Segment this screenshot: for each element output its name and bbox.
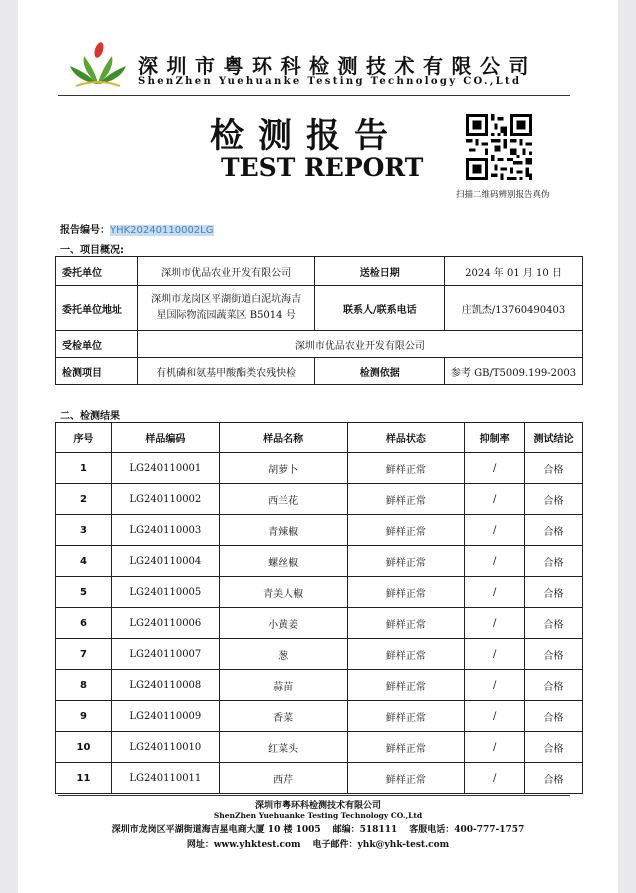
inhibition-rate: / [465, 608, 525, 639]
sample-name: 蒜苗 [219, 670, 347, 701]
address-line-2: 星国际物流园蔬菜区 B5014 号 [156, 310, 296, 321]
sample-state: 鲜样正常 [347, 608, 465, 639]
inhibition-rate: / [465, 546, 525, 577]
table-row [56, 577, 583, 608]
sample-name: 红菜头 [219, 732, 347, 763]
address-value [137, 286, 315, 331]
row-no: 7 [56, 639, 112, 670]
sample-name: 螺丝椒 [219, 546, 347, 577]
table-row [56, 670, 583, 701]
footer-email[interactable]: 电子邮件：yhk@yhk-test.com [312, 840, 450, 850]
sample-code: LG240110002 [111, 484, 219, 515]
sample-state: 鲜样正常 [347, 577, 465, 608]
company-name-en: ShenZhen Yuehuanke Testing Technology CO.,Ltd [138, 76, 522, 87]
footer-phone: 客服电话：400-777-1757 [409, 825, 525, 835]
row-no: 5 [56, 577, 112, 608]
sample-name: 青辣椒 [219, 515, 347, 546]
inhibition-rate: / [465, 763, 525, 794]
qr-code-icon [466, 114, 532, 180]
sample-name: 葱 [219, 639, 347, 670]
col-header-result: 测试结论 [525, 423, 583, 453]
test-result: 合格 [525, 701, 583, 732]
sample-code: LG240110009 [111, 701, 219, 732]
col-header-state: 样品状态 [347, 423, 465, 453]
results-header-row [56, 423, 583, 453]
qr-caption: 扫描二维码辨别报告真伪 [456, 190, 550, 200]
sample-state: 鲜样正常 [347, 701, 465, 732]
row-no: 9 [56, 701, 112, 732]
title-cn: 检测报告 [210, 116, 402, 156]
inhibition-rate: / [465, 484, 525, 515]
sample-state: 鲜样正常 [347, 515, 465, 546]
row-no: 3 [56, 515, 112, 546]
inhibition-rate: / [465, 639, 525, 670]
col-header-code: 样品编码 [111, 423, 219, 453]
sample-code: LG240110008 [111, 670, 219, 701]
footer-company-en: ShenZhen Yuehuanke Testing Technology CO.,Ltd [213, 811, 423, 820]
contact-label: 联系人/联系电话 [315, 286, 445, 331]
row-no: 4 [56, 546, 112, 577]
report-number [60, 221, 214, 236]
report-number-label: 报告编号： [60, 225, 110, 236]
col-header-rate: 抑制率 [465, 423, 525, 453]
sample-state: 鲜样正常 [347, 546, 465, 577]
table-row [56, 453, 583, 484]
test-result: 合格 [525, 515, 583, 546]
test-result: 合格 [525, 763, 583, 794]
table-row [56, 639, 583, 670]
row-no: 10 [56, 732, 112, 763]
test-result: 合格 [525, 577, 583, 608]
table-row [56, 608, 583, 639]
inspected-unit-value: 深圳市优品农业开发有限公司 [137, 331, 582, 358]
sample-state: 鲜样正常 [347, 453, 465, 484]
table-row [56, 763, 583, 794]
test-result: 合格 [525, 670, 583, 701]
sample-state: 鲜样正常 [347, 732, 465, 763]
client-value: 深圳市优品农业开发有限公司 [137, 257, 315, 286]
date-label: 送检日期 [315, 257, 445, 286]
address-line-1: 深圳市龙岗区平湖街道白泥坑海吉 [151, 294, 302, 305]
inspected-unit-label: 受检单位 [56, 331, 138, 358]
row-no: 2 [56, 484, 112, 515]
date-value: 2024 年 01 月 10 日 [445, 257, 583, 286]
test-item-value: 有机磷和氨基甲酸酯类农残快检 [137, 358, 315, 385]
table-row [56, 732, 583, 763]
col-header-no: 序号 [56, 423, 112, 453]
sample-name: 西兰花 [219, 484, 347, 515]
report-number-value: YHK20240110002LG [110, 225, 214, 236]
report-page [18, 0, 618, 893]
inhibition-rate: / [465, 453, 525, 484]
sample-name: 西芹 [219, 763, 347, 794]
inhibition-rate: / [465, 515, 525, 546]
contact-value: 庄凯杰/13760490403 [445, 286, 583, 331]
sample-code: LG240110010 [111, 732, 219, 763]
footer-divider [58, 795, 570, 796]
test-result: 合格 [525, 453, 583, 484]
sample-name: 香菜 [219, 701, 347, 732]
test-basis-label: 检测依据 [315, 358, 445, 385]
sample-state: 鲜样正常 [347, 670, 465, 701]
title-en: TEST REPORT [221, 153, 424, 182]
table-row [56, 515, 583, 546]
footer-website[interactable]: 网址：www.yhktest.com [186, 840, 301, 850]
footer-address: 深圳市龙岗区平湖街道海吉星电商大厦 10 楼 1005 [111, 825, 321, 835]
section1-title: 一、项目概况: [60, 245, 124, 256]
sample-state: 鲜样正常 [347, 639, 465, 670]
sample-code: LG240110007 [111, 639, 219, 670]
project-info-table [55, 256, 583, 385]
footer-postcode: 邮编：518111 [332, 825, 398, 835]
results-table [55, 422, 583, 794]
sample-name: 小黄姜 [219, 608, 347, 639]
test-result: 合格 [525, 639, 583, 670]
company-name-cn: 深圳市粤环科检测技术有限公司 [138, 54, 537, 78]
table-row [56, 701, 583, 732]
footer-address-line [18, 822, 618, 835]
sample-code: LG240110006 [111, 608, 219, 639]
table-row [56, 484, 583, 515]
inhibition-rate: / [465, 732, 525, 763]
sample-state: 鲜样正常 [347, 763, 465, 794]
section2-title: 二、检测结果 [60, 411, 120, 422]
address-label: 委托单位地址 [56, 286, 138, 331]
sample-code: LG240110005 [111, 577, 219, 608]
row-no: 1 [56, 453, 112, 484]
company-logo-icon [68, 40, 128, 88]
inhibition-rate: / [465, 670, 525, 701]
test-result: 合格 [525, 608, 583, 639]
sample-code: LG240110001 [111, 453, 219, 484]
row-no: 6 [56, 608, 112, 639]
sample-name: 胡萝卜 [219, 453, 347, 484]
test-basis-value: 参考 GB/T5009.199-2003 [445, 358, 583, 385]
test-result: 合格 [525, 732, 583, 763]
sample-code: LG240110011 [111, 763, 219, 794]
row-no: 11 [56, 763, 112, 794]
table-row [56, 546, 583, 577]
footer-company-cn: 深圳市粤环科检测技术有限公司 [254, 801, 381, 811]
sample-name: 青美人椒 [219, 577, 347, 608]
inhibition-rate: / [465, 701, 525, 732]
header-divider [58, 95, 570, 96]
sample-code: LG240110004 [111, 546, 219, 577]
sample-code: LG240110003 [111, 515, 219, 546]
row-no: 8 [56, 670, 112, 701]
test-result: 合格 [525, 484, 583, 515]
inhibition-rate: / [465, 577, 525, 608]
client-label: 委托单位 [56, 257, 138, 286]
test-item-label: 检测项目 [56, 358, 138, 385]
sample-state: 鲜样正常 [347, 484, 465, 515]
col-header-name: 样品名称 [219, 423, 347, 453]
test-result: 合格 [525, 546, 583, 577]
footer-contact-line [18, 837, 618, 850]
